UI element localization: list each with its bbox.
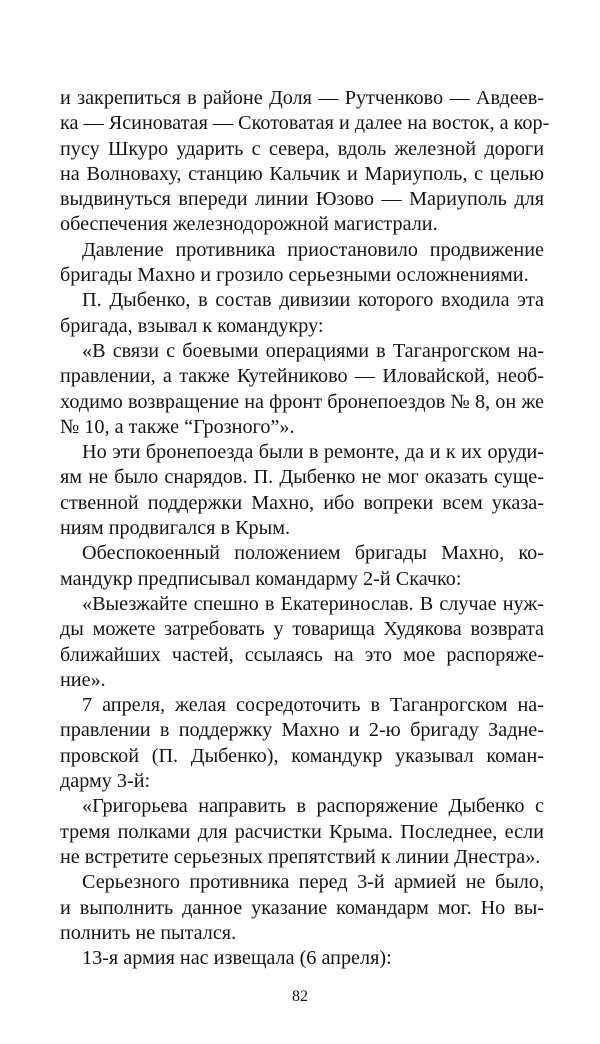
text-line: «Григорьева направить в распоряжение Дыбенко с bbox=[82, 795, 544, 818]
paragraph bbox=[60, 870, 544, 946]
text-line: ниям продвигался в Крым. bbox=[60, 517, 291, 540]
text-line: 7 апреля, желая сосредоточить в Таганрогском на- bbox=[82, 694, 544, 717]
text-line: бригада, взывал к командукру: bbox=[60, 314, 324, 337]
paragraph bbox=[60, 541, 544, 592]
text-line: ходимо возвращение на фронт бронепоездов № 8, он же bbox=[60, 390, 544, 413]
text-line: правлении в поддержку Махно и 2-ю бригаду Задне- bbox=[60, 719, 544, 742]
text-line: обеспечения железнодорожной магистрали. bbox=[60, 213, 438, 236]
text-line: Давление противника приостановило продвижение bbox=[82, 238, 544, 261]
text-line: пусу Шкуро ударить с севера, вдоль железной дороги bbox=[60, 137, 544, 160]
paragraph bbox=[60, 288, 544, 339]
paragraph bbox=[60, 946, 544, 971]
text-line: Обеспокоенный положением бригады Махно, ко- bbox=[82, 542, 544, 565]
text-line: ям не было снарядов. П. Дыбенко не мог оказать суще- bbox=[60, 466, 544, 489]
text-line: тремя полками для расчистки Крыма. Последнее, если bbox=[60, 820, 544, 843]
paragraph bbox=[60, 86, 550, 238]
text-line: провской (П. Дыбенко), командукр указывал коман- bbox=[60, 744, 544, 767]
text-line: правлении, а также Кутейниково — Иловайской, необ- bbox=[60, 365, 544, 388]
paragraph bbox=[60, 339, 544, 440]
text-line: мандукр предписывал командарму 2-й Скачко: bbox=[60, 567, 462, 590]
text-line: и выполнить данное указание командарм мог. Но вы- bbox=[60, 896, 544, 919]
paragraph bbox=[60, 440, 544, 541]
text-line: ближайших частей, ссылаясь на это мое распоряже- bbox=[60, 643, 544, 666]
paragraph bbox=[60, 238, 544, 289]
text-line: Но эти бронепоезда были в ремонте, да и к их оруди- bbox=[82, 441, 544, 464]
paragraph bbox=[60, 794, 544, 870]
text-line: бригады Махно и грозило серьезными осложнениями. bbox=[60, 264, 529, 287]
page-number: 82 bbox=[292, 988, 308, 1005]
page-body bbox=[60, 86, 550, 971]
text-line: Серьезного противника перед 3-й армией не было, bbox=[82, 871, 544, 894]
text-line: на Волноваху, станцию Кальчик и Мариуполь, с целью bbox=[60, 162, 544, 185]
text-line: «В связи с боевыми операциями в Таганрогском на- bbox=[82, 339, 544, 362]
text-line: ка — Ясиноватая — Скотоватая и далее на восток, а кор- bbox=[60, 112, 550, 135]
text-line: П. Дыбенко, в состав дивизии которого входила эта bbox=[82, 289, 544, 312]
text-line: выдвинуться впереди линии Юзово — Мариуполь для bbox=[60, 188, 544, 211]
text-line: «Выезжайте спешно в Екатеринослав. В случае нуж- bbox=[82, 592, 544, 615]
text-line: № 10, а также “Грозного”». bbox=[60, 415, 295, 438]
text-line: 13-я армия нас извещала (6 апреля): bbox=[82, 947, 392, 970]
text-line: дарму 3-й: bbox=[60, 770, 151, 793]
text-line: ние». bbox=[60, 668, 106, 691]
text-line: полнить не пытался. bbox=[60, 921, 237, 944]
text-line: ственной поддержки Махно, ибо вопреки всем указа- bbox=[60, 491, 544, 514]
paragraph bbox=[60, 693, 544, 794]
text-line: и закрепиться в районе Доля — Рутченково — Авдеев- bbox=[60, 87, 544, 109]
paragraph bbox=[60, 592, 544, 693]
text-line: не встретите серьезных препятствий к линии Днестра». bbox=[60, 845, 541, 868]
text-line: ды можете затребовать у товарища Худякова возврата bbox=[60, 618, 544, 641]
